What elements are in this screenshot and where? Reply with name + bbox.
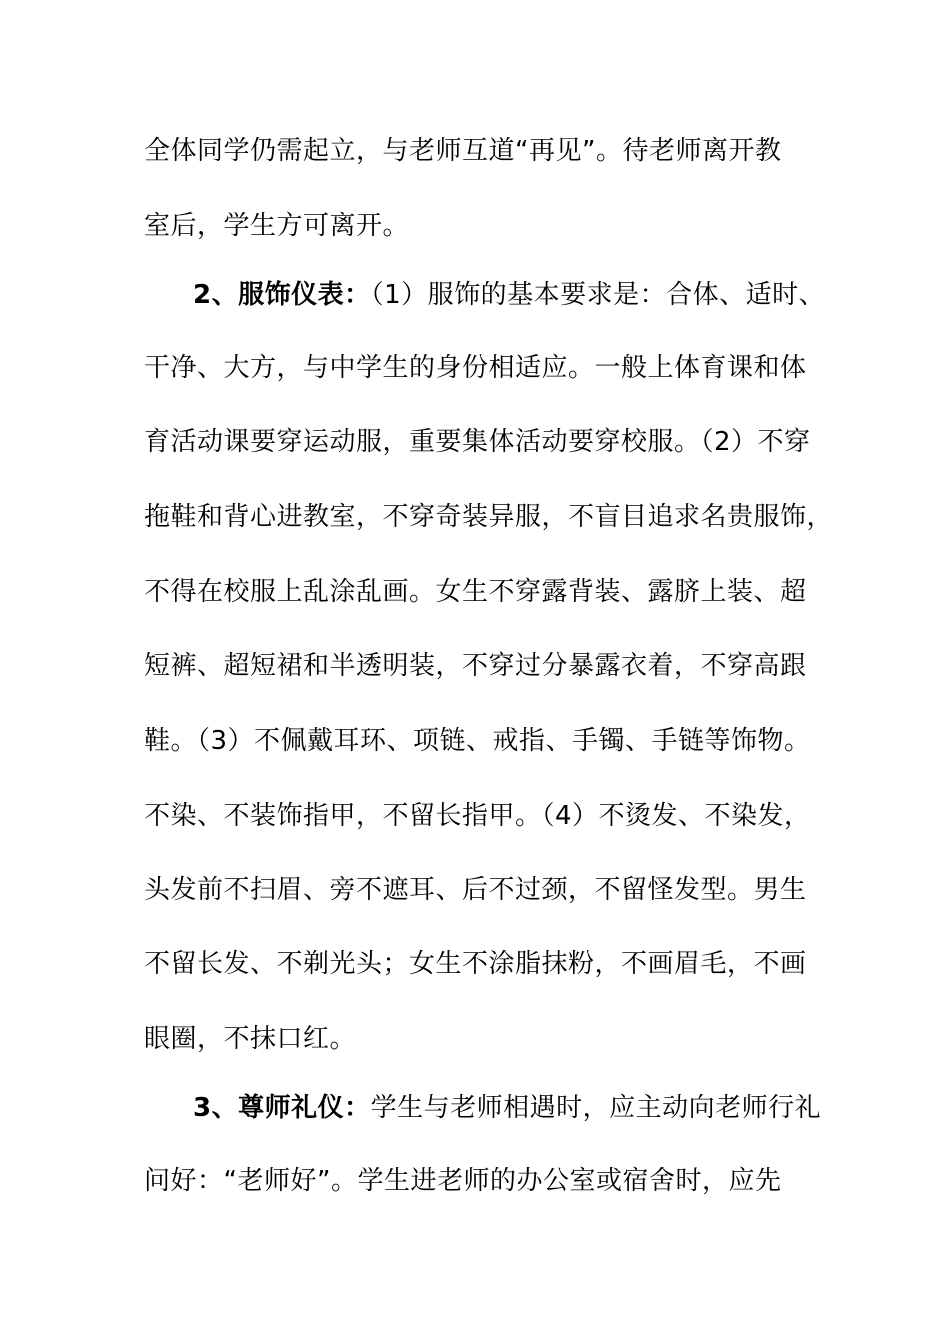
text-line: 短裤、超短裙和半透明装，不穿过分暴露衣着，不穿高跟 <box>144 651 807 681</box>
text-line: 干净、大方，与中学生的身份相适应。一般上体育课和体 <box>144 353 807 383</box>
text-line: 眼圈，不抹口红。 <box>144 1024 357 1054</box>
text-line: 鞋。（3）不佩戴耳环、项链、戒指、手镯、手链等饰物。 <box>144 726 811 756</box>
text-line: 不染、不装饰指甲，不留长指甲。（4）不烫发、不染发， <box>144 801 811 831</box>
text-line: 育活动课要穿运动服，重要集体活动要穿校服。（2）不穿 <box>144 427 811 457</box>
section-2-heading: 2、服饰仪表： <box>193 280 371 310</box>
section-3-paragraph-start <box>193 1090 821 1126</box>
section-2-paragraph-start <box>193 277 825 313</box>
text-line: 全体同学仍需起立，与老师互道“再见”。待老师离开教 <box>144 136 782 166</box>
text-line: 不留长发、不剃光头；女生不涂脂抹粉，不画眉毛，不画 <box>144 949 807 979</box>
section-3-heading: 3、尊师礼仪： <box>193 1093 371 1123</box>
text-line: 拖鞋和背心进教室，不穿奇装异服，不盲目追求名贵服饰， <box>144 502 834 532</box>
section-2-text: （1）服饰的基本要求是：合体、适时、 <box>370 280 826 310</box>
section-3-text: 学生与老师相遇时，应主动向老师行礼 <box>370 1093 822 1123</box>
text-line: 室后，学生方可离开。 <box>144 211 410 241</box>
text-line: 头发前不扫眉、旁不遮耳、后不过颈，不留怪发型。男生 <box>144 875 807 905</box>
text-line: 问好：“老师好”。学生进老师的办公室或宿舍时，应先 <box>144 1166 782 1196</box>
text-line: 不得在校服上乱涂乱画。女生不穿露背装、露脐上装、超 <box>144 577 807 607</box>
